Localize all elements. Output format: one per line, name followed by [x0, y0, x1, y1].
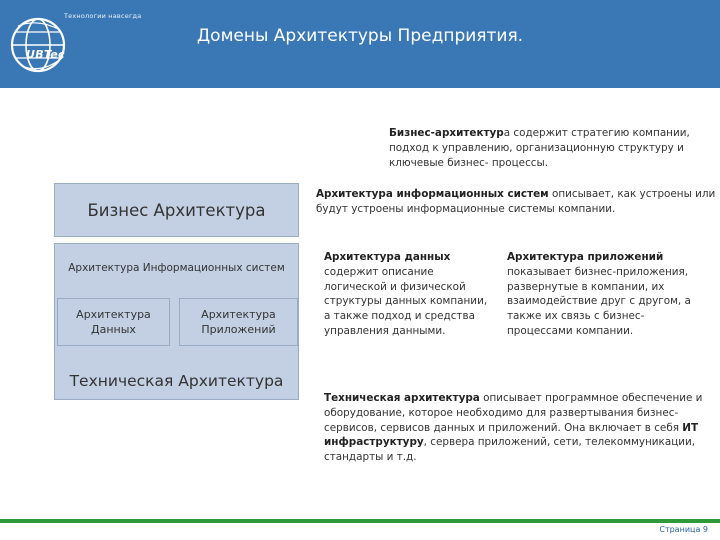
- logo-brand: UBTec: [26, 48, 65, 61]
- logo-tagline: Технологии навсегда: [64, 12, 142, 20]
- header-band: [0, 0, 720, 88]
- applications-description: Архитектура приложений показывает бизнес-приложения, развернутые в компании, их взаимодействие друг с другом, а также их связь с бизнес- процессами компании.: [507, 251, 691, 337]
- technical-description: Техническая архитектура описывает программное обеспечение и оборудование, которое необходимо для развертывания бизнес-сервисов, сервисов данных и приложений. Она включает в себя ИТ инфраструктуру, сервера приложений, сети, телекоммуникации, стандарты и т.д.: [324, 392, 703, 464]
- applications-architecture-box: Архитектура Приложений: [179, 298, 298, 346]
- information-description: Архитектура информационных систем описывает, как устроены или будут устроены информационные системы компании.: [316, 188, 716, 215]
- footer-divider: [0, 519, 720, 523]
- page-number: Страница 9: [659, 525, 708, 534]
- page-title: Домены Архитектуры Предприятия.: [196, 26, 524, 46]
- data-architecture-box: Архитектура Данных: [57, 298, 170, 346]
- business-description: Бизнес-архитектура содержит стратегию компании, подход к управлению, организационную структуру и ключевые бизнес- процессы.: [389, 127, 690, 169]
- information-systems-label: Архитектура Информационных систем: [68, 262, 285, 274]
- business-architecture-box: Бизнес Архитектура: [54, 183, 299, 237]
- technical-architecture-label: Техническая Архитектура: [69, 372, 284, 390]
- data-description: Архитектура данных содержит описание логической и физической структуры данных компании, а также подход и средства управления данными.: [324, 251, 488, 337]
